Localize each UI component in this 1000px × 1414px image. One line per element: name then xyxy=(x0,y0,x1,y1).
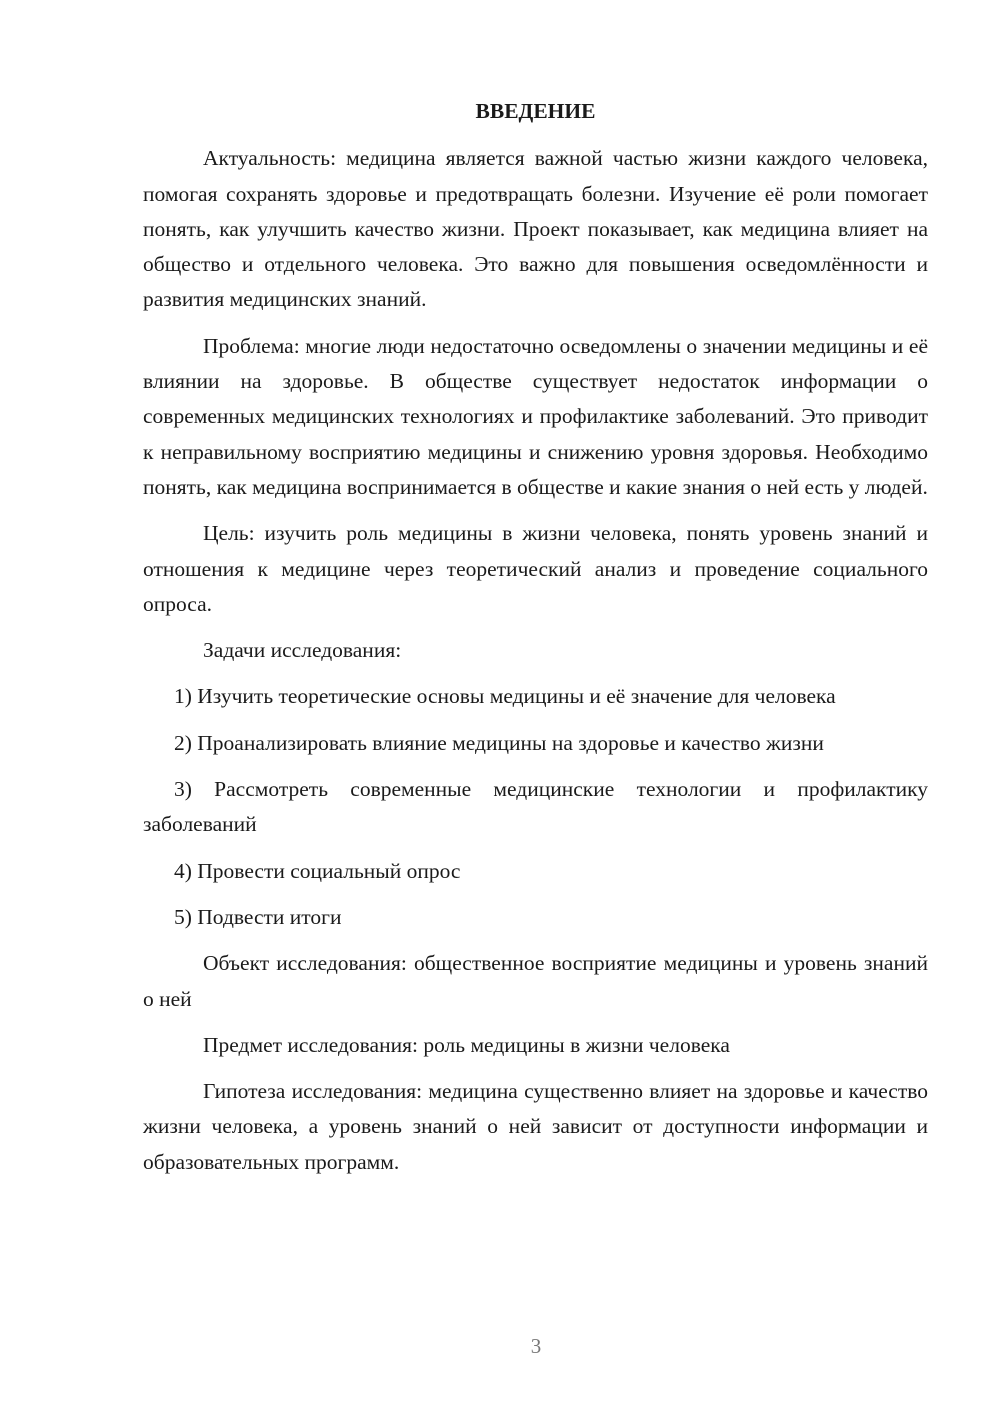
goal-paragraph: Цель: изучить роль медицины в жизни человека, понять уровень знаний и отношения к медицине через теоретический анализ и проведение социального опроса. xyxy=(143,521,928,616)
relevance-paragraph: Актуальность: медицина является важной частью жизни каждого человека, помогая сохранять здоровье и предотвращать болезни. Изучение её роли помогает понять, как улучшить качество жизни. Проект показывает, как медицина влияет на общество и отдельного человека. Это важно для повышения осведомлённости и развития медицинских знаний. xyxy=(143,146,928,312)
page-number: 3 xyxy=(530,1334,542,1358)
subject-paragraph: Предмет исследования: роль медицины в жизни человека xyxy=(203,1032,730,1057)
task-item: 5) Подвести итоги xyxy=(174,904,342,929)
page-content xyxy=(143,94,928,1191)
section-heading: ВВЕДЕНИЕ xyxy=(475,99,596,123)
hypothesis-paragraph: Гипотеза исследования: медицина существенно влияет на здоровье и качество жизни человека, а уровень знаний о ней зависит от доступности информации и образовательных программ. xyxy=(143,1079,928,1174)
task-item: 4) Провести социальный опрос xyxy=(174,858,461,883)
problem-paragraph: Проблема: многие люди недостаточно осведомлены о значении медицины и её влиянии на здоровье. В обществе существует недостаток информации о современных медицинских технологиях и профилактике заболеваний. Это приводит к неправильному восприятию медицины и снижению уровня здоровья. Необходимо понять, как медицина воспринимается в обществе и какие знания о ней есть у людей. xyxy=(143,333,928,499)
task-item: 1) Изучить теоретические основы медицины и её значение для человека xyxy=(174,684,836,709)
task-item: 2) Проанализировать влияние медицины на здоровье и качество жизни xyxy=(174,730,824,755)
tasks-title: Задачи исследования: xyxy=(203,638,402,663)
task-item: 3) Рассмотреть современные медицинские технологии и профилактику заболеваний xyxy=(143,777,928,837)
object-paragraph: Объект исследования: общественное восприятие медицины и уровень знаний о ней xyxy=(143,951,928,1011)
